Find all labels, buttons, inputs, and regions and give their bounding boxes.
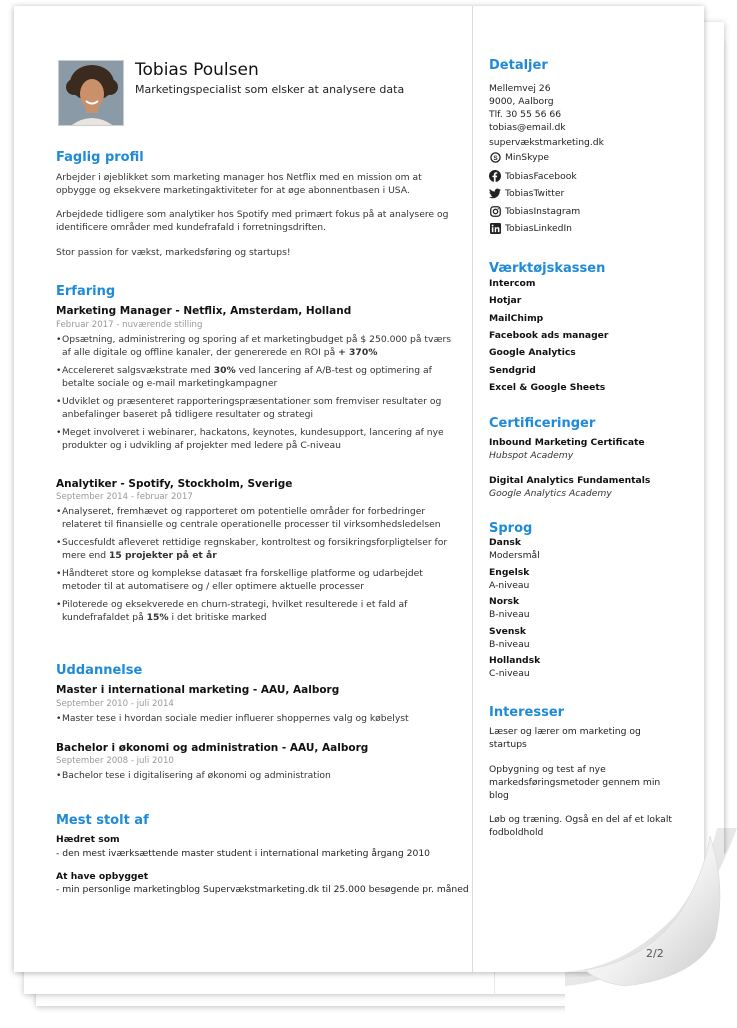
education-title: Bachelor i økonomi og administration - AAU, Aalborg <box>56 742 369 754</box>
bullet-text: i det britiske marked <box>168 612 267 623</box>
cert-name: Digital Analytics Fundamentals <box>489 475 651 486</box>
language-level: Modersmål <box>489 550 540 561</box>
tool-item: MailChimp <box>489 312 544 324</box>
job-date: September 2014 - februar 2017 <box>56 492 193 502</box>
language-name: Engelsk <box>489 566 530 578</box>
language-name: Hollandsk <box>489 655 541 667</box>
candidate-tagline: Marketingspecialist som elsker at analysere data <box>135 83 405 96</box>
bullet-text: Meget involveret i webinarer, hackatons, keynotes, kundesupport, lancering af nye produkter og i udvikling af projekter med ledere på C-niveau <box>62 427 444 451</box>
social-label: TobiasInstagram <box>505 205 581 217</box>
proud-item-text: - den mest iværksættende master student i international marketing årgang 2010 <box>56 848 431 859</box>
profile-paragraph: Arbejdede tidligere som analytiker hos Spotify med primært fokus på at analysere og identificere områder med kundefrafald i forretningsdriften. <box>56 209 449 233</box>
social-label: TobiasFacebook <box>505 170 577 182</box>
language-level: A-niveau <box>489 579 530 591</box>
social-row-linkedin[interactable] <box>489 221 572 235</box>
social-label: TobiasLinkedIn <box>505 222 572 234</box>
instagram-icon <box>489 205 501 217</box>
profile-paragraph: Stor passion for vækst, markedsføring og startups! <box>56 247 291 258</box>
bullet-highlight: + 370% <box>338 347 378 358</box>
job-title: Analytiker - Spotify, Stockholm, Sverige <box>56 478 293 490</box>
bullet-text: ved lancering af A/B-test og optimering af betalte sociale og e-mail marketingkampagner <box>62 365 432 389</box>
phone-line: Tlf. 30 55 56 66 <box>489 109 562 120</box>
profile-paragraph: Arbejder i øjeblikket som marketing manager hos Netflix med en mission om at opbygge og eksekvere marketingaktiviteter for at øge abonnentbasen i USA. <box>56 172 422 196</box>
bullet-text: Accelereret salgsvækstrate med <box>62 365 214 376</box>
interests-heading: Interesser <box>489 705 565 720</box>
social-row-twitter[interactable] <box>489 186 564 200</box>
tools-heading: Værktøjskassen <box>489 261 606 276</box>
job-title: Marketing Manager - Netflix, Amsterdam, Holland <box>56 305 352 317</box>
details-heading: Detaljer <box>489 58 548 73</box>
skype-icon <box>489 151 501 163</box>
bullet-highlight: 15% <box>146 612 169 623</box>
language-level: B-niveau <box>489 609 530 621</box>
language-name: Norsk <box>489 596 520 608</box>
job-bullet <box>56 536 458 562</box>
job-bullet <box>56 395 458 421</box>
city-line: 9000, Aalborg <box>489 96 554 107</box>
tool-item: Facebook ads manager <box>489 329 609 341</box>
skype-label: MinSkype <box>505 151 550 163</box>
proud-item-title: Hædret som <box>56 834 120 845</box>
language-level: C-niveau <box>489 668 530 680</box>
tool-item: Sendgrid <box>489 364 536 376</box>
education-bullet: • Bachelor tese i digitalisering af økonomi og administration <box>56 769 458 782</box>
social-row-facebook[interactable] <box>489 169 577 183</box>
interest-item: Løb og træning. Også en del af et lokalt fodboldhold <box>489 814 672 838</box>
bullet-text: Udviklet og præsenteret rapporteringspræsentationer som fremviser resultater og anbefalinger baseret på tidligere resultater og strategi <box>62 396 442 420</box>
candidate-name: Tobias Poulsen <box>135 60 259 80</box>
job-bullets <box>56 505 458 629</box>
proud-item-text: - min personlige marketingblog Supervækstmarketing.dk til 25.000 besøgende pr. måned <box>56 884 469 895</box>
job-bullet <box>56 505 458 531</box>
job-date: Februar 2017 - nuværende stilling <box>56 320 203 330</box>
job-bullets <box>56 333 458 457</box>
tool-item: Intercom <box>489 278 536 289</box>
education-date: September 2008 - juli 2010 <box>56 756 174 766</box>
job-bullet <box>56 426 458 452</box>
cert-issuer: Hubspot Academy <box>489 450 574 461</box>
skype-row[interactable] <box>489 150 549 164</box>
profile-photo <box>58 60 124 126</box>
job-bullet <box>56 364 458 390</box>
job-bullet <box>56 598 458 624</box>
bullet-highlight: 30% <box>213 365 236 376</box>
website-link[interactable]: supervækstmarketing.dk <box>489 137 604 148</box>
education-bullets <box>56 712 458 730</box>
education-title: Master i international marketing - AAU, Aalborg <box>56 684 340 696</box>
social-row-instagram[interactable] <box>489 204 580 218</box>
job-bullet <box>56 567 458 593</box>
education-bullets <box>56 769 458 787</box>
language-level: B-niveau <box>489 638 530 650</box>
bullet-text: Succesfuldt afleveret rettidige regnskaber, kontroltest og forsikringsforpligtelser for mere end <box>62 537 448 561</box>
bullet-text: Håndteret store og komplekse datasæt fra forskellige platforme og udarbejdet metoder til at automatisere og / eller optimere aktuelle processer <box>62 568 423 592</box>
profile-heading: Faglig profil <box>56 150 144 165</box>
job-bullet <box>56 333 458 359</box>
proud-item-title: At have opbygget <box>56 871 149 882</box>
cert-name: Inbound Marketing Certificate <box>489 437 645 448</box>
svg-text:S: S <box>492 154 498 162</box>
cert-issuer: Google Analytics Academy <box>489 488 612 499</box>
tool-item: Google Analytics <box>489 347 576 359</box>
interest-item: Opbygning og test af nye markedsføringsmetoder gennem min blog <box>489 764 661 801</box>
education-date: September 2010 - juli 2014 <box>56 699 174 709</box>
facebook-icon <box>489 170 501 182</box>
language-name: Dansk <box>489 537 521 548</box>
education-bullet: • Master tese i hvordan sociale medier influerer shoppernes valg og købelyst <box>56 712 458 725</box>
proud-heading: Mest stolt af <box>56 813 149 828</box>
page-curl <box>565 828 737 1028</box>
page-number: 2/2 <box>646 947 664 960</box>
column-divider <box>472 6 473 972</box>
bullet-text: Opsætning, administrering og sporing af et marketingbudget på $ 250.000 på tværs af alle digitale og offline kanaler, der genererede en ROI på <box>62 334 452 358</box>
certs-heading: Certificeringer <box>489 416 596 431</box>
address-line: Mellemvej 26 <box>489 83 551 94</box>
tool-item: Hotjar <box>489 295 522 307</box>
bullet-text: Analyseret, fremhævet og rapporteret om potentielle områder for forbedringer relateret til finansielle og centrale operationelle processer til virksomhedsledelsen <box>62 506 441 530</box>
twitter-icon <box>489 187 501 199</box>
bullet-highlight: 15 projekter på et år <box>108 550 217 561</box>
languages-heading: Sprog <box>489 521 533 536</box>
language-name: Svensk <box>489 625 526 637</box>
interest-item: Læser og lærer om marketing og startups <box>489 726 641 750</box>
email-link[interactable]: tobias@email.dk <box>489 122 566 133</box>
linkedin-icon <box>489 222 501 234</box>
social-label: TobiasTwitter <box>505 187 565 199</box>
bullet-text: Piloterede og eksekverede en churn-strategi, hvilket resulterede i et fald af kundefrafaldet på <box>62 599 408 623</box>
education-heading: Uddannelse <box>56 663 143 678</box>
tool-item: Excel & Google Sheets <box>489 381 606 393</box>
experience-heading: Erfaring <box>56 284 116 299</box>
